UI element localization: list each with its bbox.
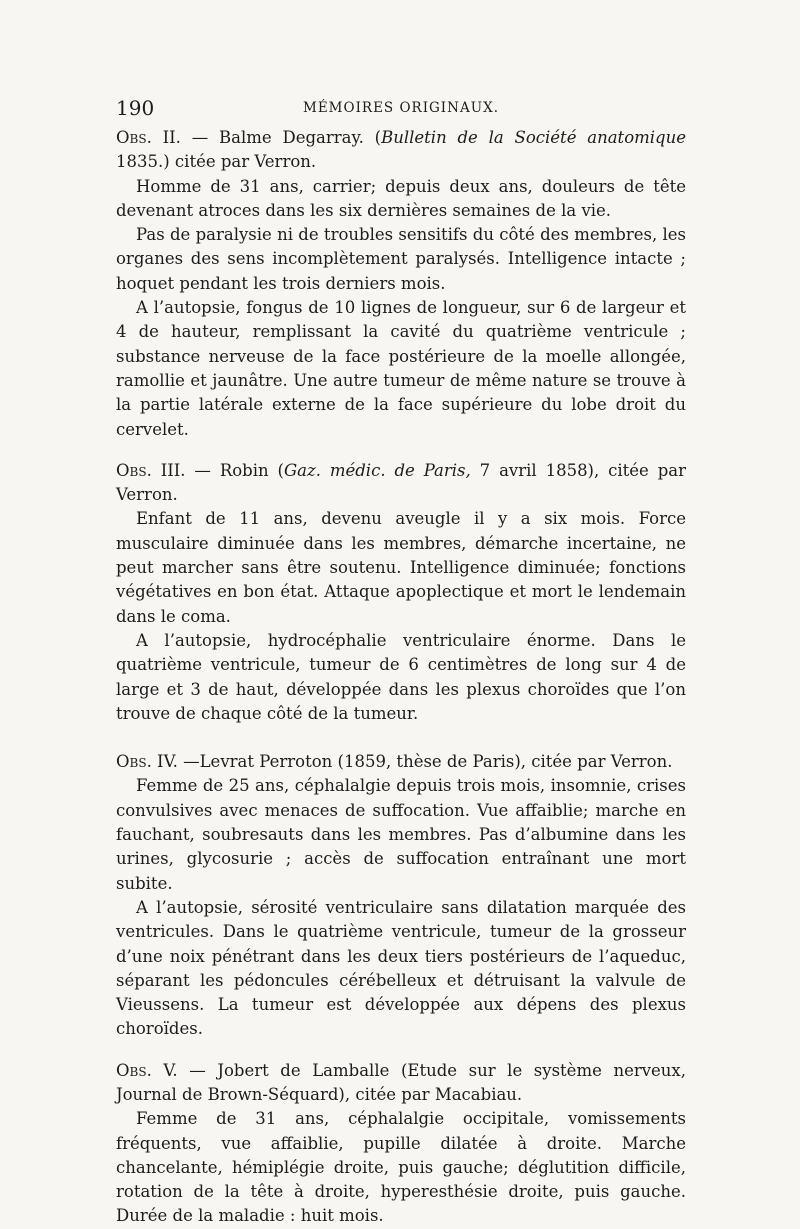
obs-2-heading — [116, 126, 686, 175]
obs-2-author: Balme Degarray. ( — [219, 128, 382, 147]
obs-3-rest: 7 avril 1858), citée par Verron. — [116, 460, 687, 505]
obs-4-heading — [116, 750, 686, 774]
page-number: 190 — [116, 96, 155, 120]
obs-5-text: — Jobert de Lamballe (Etude sur le système nerveux, Journal de Brown-Séquard), citée par Macabiau. — [116, 1060, 686, 1104]
obs-5-label: Obs. V. — [116, 1060, 178, 1080]
obs-3-heading — [116, 459, 686, 508]
obs-5-paragraph-1: Femme de 31 ans, céphalalgie occipitale, vomissements fréquents, vue affaiblie, pupille dilatée à droite. Marche chancelante, hémiplégie droite, puis gauche; déglutition difficile, rotation de la tête à droite, hyperesthésie droite, puis gauche. Durée de la maladie : huit mois. — [116, 1109, 686, 1226]
obs-2-paragraph-2: Pas de paralysie ni de troubles sensitifs du côté des membres, les organes des sens incomplètement paralysés. Intelligence intacte ; hoquet pendant les trois derniers mois. — [116, 225, 686, 293]
dash: — — [180, 128, 220, 147]
obs-4-label: Obs. IV. — [116, 752, 178, 772]
page-header — [116, 96, 686, 126]
obs-4-paragraph-1: Femme de 25 ans, céphalalgie depuis trois mois, insomnie, crises convulsives avec menaces de suffocation. Vue affaiblie; marche en fauchant, soubresauts dans les membres. Pas d’albumine dans les urines, glycosurie ; accès de suffocation entraînant une mort subite. — [116, 776, 686, 893]
obs-2-paragraph-1: Homme de 31 ans, carrier; depuis deux ans, douleurs de tête devenant atroces dans les six dernières semaines de la vie. — [116, 176, 686, 220]
running-title: MÉMOIRES ORIGINAUX. — [303, 100, 499, 116]
obs-4-text: —Levrat Perroton (1859, thèse de Paris), citée par Verron. — [177, 752, 673, 772]
obs-5-heading — [116, 1059, 686, 1108]
obs-3-source: Gaz. médic. de Paris, — [283, 460, 471, 480]
obs-3-paragraph-1: Enfant de 11 ans, devenu aveugle il y a six mois. Force musculaire diminuée dans les membres, démarche incertaine, ne peut marcher sans être soutenu. Intelligence diminuée; fonctions végétatives en bon état. Attaque apoplectique et mort le lendemain dans le coma. — [116, 509, 686, 626]
obs-2-paragraph-3: A l’autopsie, fongus de 10 lignes de longueur, sur 6 de largeur et 4 de hauteur, remplissant la cavité du quatrième ventricule ; substance nerveuse de la face postérieure de la moelle allongée, ramollie et jaunâtre. Une autre tumeur de même nature se trouve à la partie latérale externe de la face supérieure du lobe droit du cervelet. — [116, 298, 686, 439]
obs-3-author: Robin ( — [219, 460, 284, 480]
obs-3-label: Obs. III. — [116, 460, 186, 480]
obs-2-year: 1835.) — [116, 152, 170, 172]
dash: — — [185, 460, 220, 480]
obs-3-paragraph-2: A l’autopsie, hydrocéphalie ventriculaire énorme. Dans le quatrième ventricule, tumeur de 6 centimètres de long sur 4 de large et 3 de haut, développée dans les plexus choroïdes que l’on trouve de chaque côté de la tumeur. — [116, 630, 686, 723]
obs-4-paragraph-2: A l’autopsie, sérosité ventriculaire sans dilatation marquée des ventricules. Dans le quatrième ventricule, tumeur de la grosseur d’une noix pénétrant dans les deux tiers postérieurs de l’aqueduc, séparant les pédoncules cérébelleux et détruisant la valvule de Vieussens. La tumeur est développée aux dépens des plexus choroïdes. — [116, 897, 686, 1039]
obs-2-label: Obs. II. — [116, 128, 181, 147]
body-text — [116, 126, 686, 1229]
obs-2-source: Bulletin de la Société anatomique — [381, 128, 686, 147]
obs-2-cited: citée par Verron. — [169, 152, 317, 172]
